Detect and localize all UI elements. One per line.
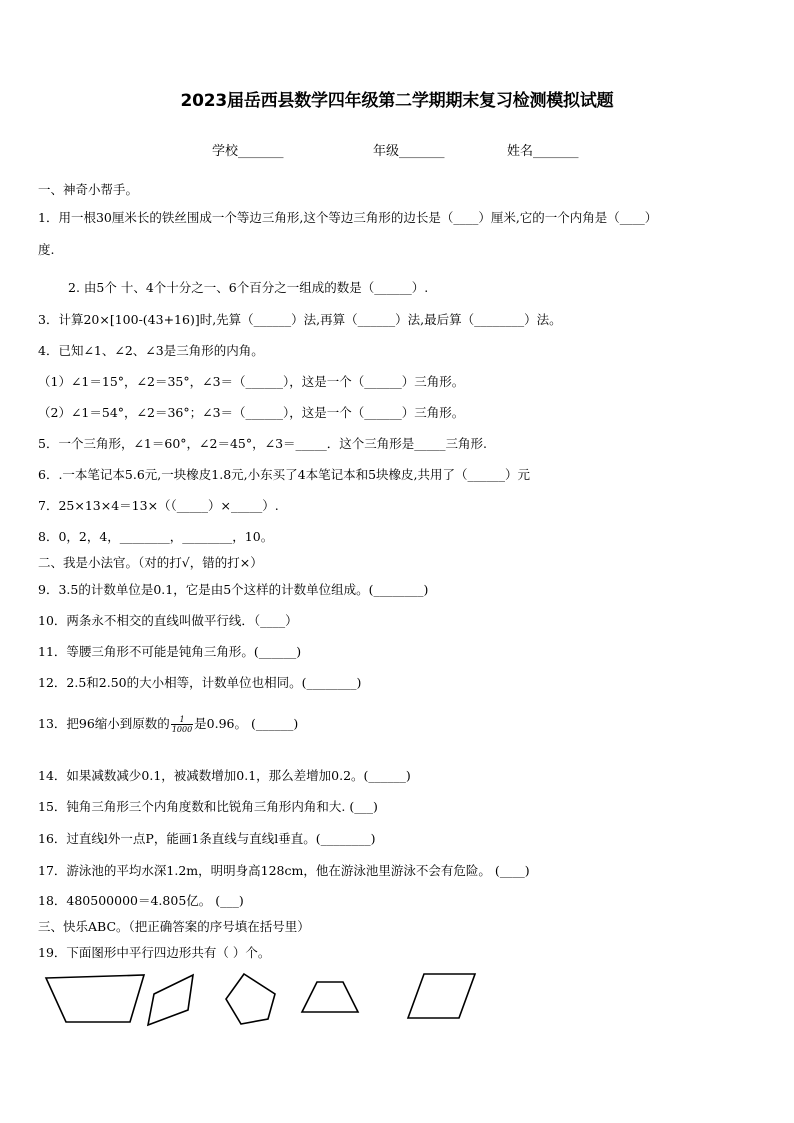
question-1: 1．用一根30厘米长的铁丝围成一个等边三角形,这个等边三角形的边长是（____）厘米,它的一个内角是（____） [38, 210, 658, 225]
name-field: 姓名_______ [507, 144, 579, 159]
fraction [171, 715, 193, 734]
question-14: 14．如果减数减少0.1，被减数增加0.1，那么差增加0.2。(______) [38, 768, 411, 783]
question-4-2: （2）∠1＝54°，∠2＝36°；∠3＝（______），这是一个（______）三角形。 [38, 405, 465, 420]
question-3: 3．计算20×[100-(43+16)]时,先算（______）法,再算（______）法,最后算（________）法。 [38, 312, 562, 327]
parallelogram-shape-1 [148, 975, 193, 1025]
section-3-heading: 三、快乐ABC。（把正确答案的序号填在括号里） [38, 919, 310, 934]
question-4: 4．已知∠1、∠2、∠3是三角形的内角。 [38, 343, 264, 358]
grade-field: 年级_______ [373, 144, 445, 159]
question-11: 11．等腰三角形不可能是钝角三角形。(______) [38, 644, 302, 659]
question-12: 12．2.5和2.50的大小相等，计数单位也相同。(________) [38, 675, 362, 690]
question-4-1: （1）∠1＝15°，∠2＝35°，∠3＝（______），这是一个（______）三角形。 [38, 374, 465, 389]
parallelogram-shape-2 [408, 974, 475, 1018]
trapezoid-shape-1 [46, 975, 144, 1022]
trapezoid-shape-2 [302, 982, 358, 1012]
question-1-cont: 度. [38, 242, 55, 257]
question-15: 15．钝角三角形三个内角度数和比锐角三角形内角和大. (___) [38, 799, 378, 814]
question-19: 19．下面图形中平行四边形共有（ ）个。 [38, 945, 271, 960]
question-13 [38, 714, 298, 734]
page-title: 2023届岳西县数学四年级第二学期期末复习检测模拟试题 [180, 91, 614, 111]
fraction-denominator: 1000 [171, 725, 193, 734]
question-19-figures [30, 966, 500, 1030]
question-2: 2. 由5个 十、4个十分之一、6个百分之一组成的数是（______）. [68, 280, 429, 295]
question-9: 9．3.5的计数单位是0.1，它是由5个这样的计数单位组成。(________) [38, 582, 429, 597]
section-1-heading: 一、神奇小帮手。 [38, 182, 139, 197]
question-5: 5．一个三角形，∠1＝60°，∠2＝45°，∠3＝_____．这个三角形是_____三角形. [38, 436, 488, 451]
question-13-text: 13．把96缩小到原数的 [38, 716, 170, 731]
question-13-tail: 是0.96。 (______) [194, 716, 299, 731]
section-2-heading: 二、我是小法官。（对的打√，错的打×） [38, 555, 263, 570]
fraction-numerator: 1 [171, 715, 193, 725]
question-17: 17．游泳池的平均水深1.2m，明明身高128cm，他在游泳池里游泳不会有危险。 (____) [38, 863, 530, 878]
school-field: 学校_______ [212, 144, 284, 159]
question-8: 8．0，2，4，________，________，10。 [38, 529, 274, 544]
question-10: 10．两条永不相交的直线叫做平行线．（____） [38, 613, 298, 628]
question-16: 16．过直线l外一点P，能画1条直线与直线l垂直。(________) [38, 831, 376, 846]
question-7: 7．25×13×4＝13×（（_____）×_____）. [38, 498, 279, 513]
pentagon-shape [226, 974, 275, 1024]
question-18: 18．480500000＝4.805亿。 (___) [38, 893, 244, 908]
question-6: 6．.一本笔记本5.6元,一块橡皮1.8元,小东买了4本笔记本和5块橡皮,共用了（______）元 [38, 467, 531, 482]
